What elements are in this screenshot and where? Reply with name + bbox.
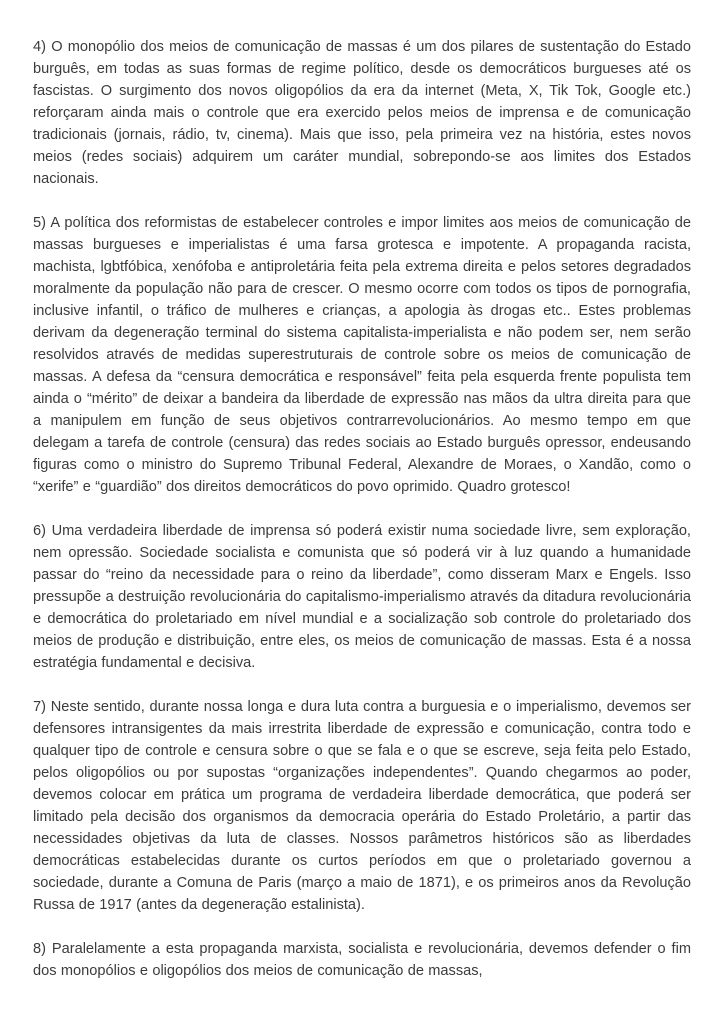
paragraph-6: 6) Uma verdadeira liberdade de imprensa só poderá existir numa sociedade livre, sem exploração, nem opressão. Sociedade socialista e comunista que só poderá vir à luz quando a humanidade passar do “reino da necessidade para o reino da liberdade”, como disseram Marx e Engels. Isso pressupõe a destruição revolucionária do capitalismo-imperialismo através da ditadura revolucionária e democrática do proletariado em nível mundial e a socialização sob controle do proletariado dos meios de produção e distribuição, entre eles, os meios de comunicação de massas. Esta é a nossa estratégia fundamental e decisiva. (33, 523, 691, 671)
paragraph-7: 7) Neste sentido, durante nossa longa e dura luta contra a burguesia e o imperialismo, devemos ser defensores intransigentes da mais irrestrita liberdade de expressão e comunicação, contra todo e qualquer tipo de controle e censura sobre o que se fala e o que se escreve, seja feita pelo Estado, pelos oligopólios ou por supostas “organizações independentes”. Quando chegarmos ao poder, devemos colocar em prática um programa de verdadeira liberdade democrática, que poderá ser limitado pela decisão dos organismos da democracia operária do Estado Proletário, a partir das necessidades objetivas da luta de classes. Nossos parâmetros históricos são as liberdades democráticas estabelecidas durante os curtos períodos em que o proletariado governou a sociedade, durante a Comuna de Paris (março a maio de 1871), e os primeiros anos da Revolução Russa de 1917 (antes da degeneração estalinista). (33, 699, 691, 913)
paragraph-4: 4) O monopólio dos meios de comunicação de massas é um dos pilares de sustentação do Estado burguês, em todas as suas formas de regime político, desde os democráticos burgueses até os fascistas. O surgimento dos novos oligopólios da era da internet (Meta, X, Tik Tok, Google etc.) reforçaram ainda mais o controle que era exercido pelos meios de imprensa e de comunicação tradicionais (jornais, rádio, tv, cinema). Mais que isso, pela primeira vez na história, estes novos meios (redes sociais) adquirem um caráter mundial, sobrepondo-se aos limites dos Estados nacionais. (33, 39, 691, 187)
paragraph-8: 8) Paralelamente a esta propaganda marxista, socialista e revolucionária, devemos defender o fim dos monopólios e oligopólios dos meios de comunicação de massas, (33, 941, 691, 979)
paragraph-5: 5) A política dos reformistas de estabelecer controles e impor limites aos meios de comunicação de massas burgueses e imperialistas é uma farsa grotesca e impotente. A propaganda racista, machista, lgbtfóbica, xenófoba e antiproletária feita pela extrema direita e pelos setores degradados moralmente da população não para de crescer. O mesmo ocorre com todos os tipos de pornografia, inclusive infantil, o tráfico de mulheres e crianças, a apologia às drogas etc.. Estes problemas derivam da degeneração terminal do sistema capitalista-imperialista e não podem ser, nem serão resolvidos através de medidas superestruturais de controle sobre os meios de comunicação de massas. A defesa da “censura democrática e responsável” feita pela esquerda frente populista tem ainda o “mérito” de deixar a bandeira da liberdade de expressão nas mãos da ultra direita para que a manipulem em função de seus objetivos contrarrevolucionários. Ao mesmo tempo em que delegam a tarefa de controle (censura) das redes sociais ao Estado burguês opressor, endeusando figuras como o ministro do Supremo Tribunal Federal, Alexandre de Moraes, o Xandão, como o “xerife” e “guardião” dos direitos democráticos do povo oprimido. Quadro grotesco! (33, 215, 691, 495)
